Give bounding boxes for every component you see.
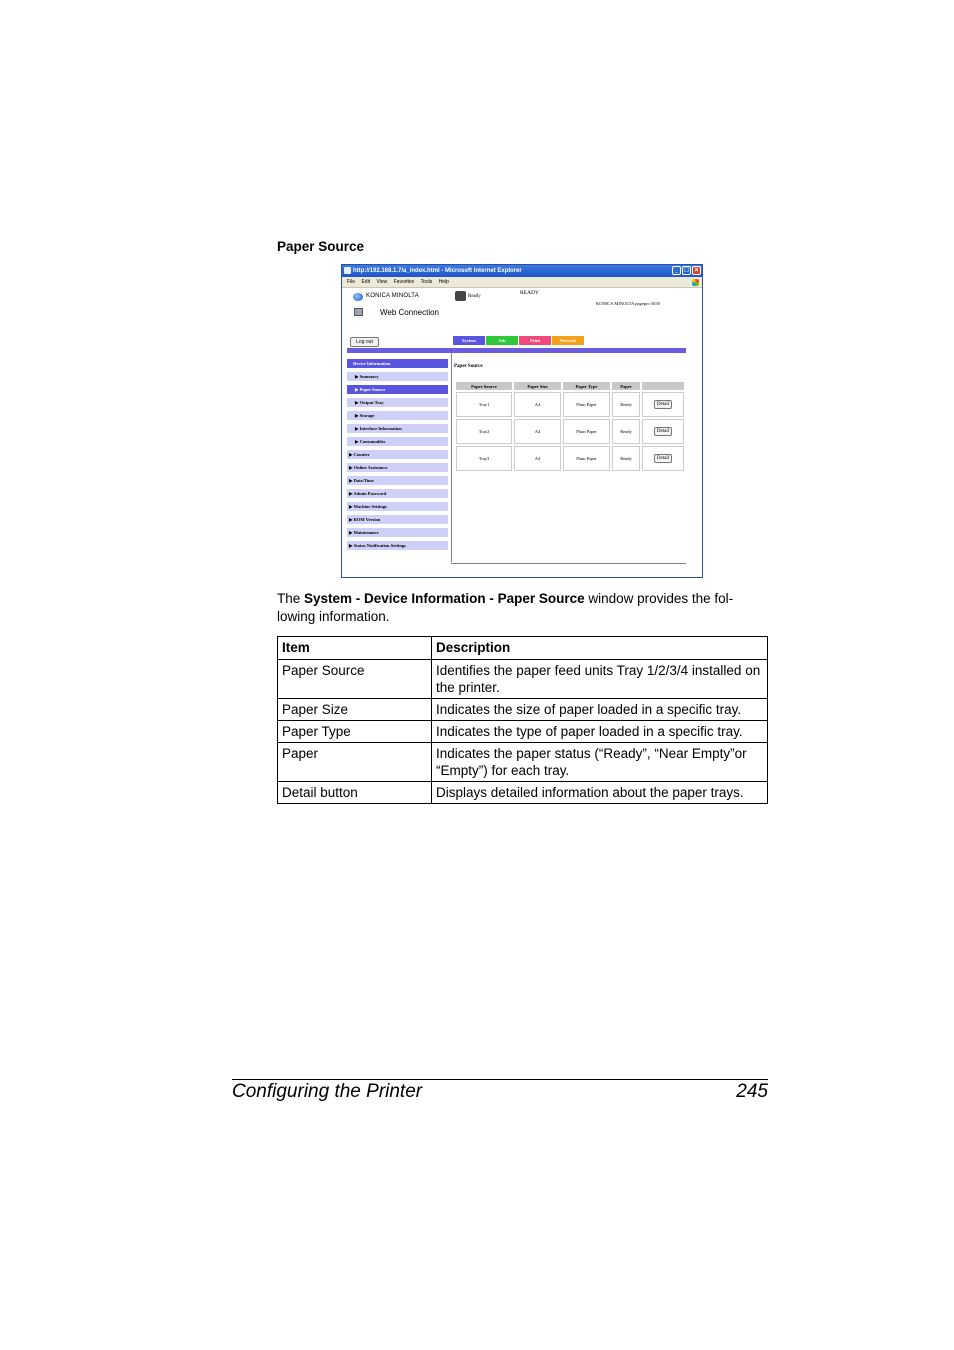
konica-minolta-logo-icon bbox=[353, 293, 363, 301]
column-header bbox=[642, 382, 684, 390]
table-row bbox=[456, 392, 684, 417]
sidebar-item[interactable]: ▶ ROM Version bbox=[347, 515, 448, 524]
table-row bbox=[278, 782, 768, 804]
intro-prefix: The bbox=[277, 591, 305, 606]
table-cell bbox=[642, 392, 684, 417]
table-row bbox=[278, 699, 768, 721]
table-cell: Tray3 bbox=[456, 446, 512, 471]
sidebar-item[interactable]: ▶ Online Assistance bbox=[347, 463, 448, 472]
table-cell bbox=[642, 419, 684, 444]
description-cell: Indicates the paper status (“Ready”, “Near Empty”or “Empty”) for each tray. bbox=[432, 743, 768, 782]
footer-rule bbox=[232, 1079, 768, 1080]
table-row bbox=[278, 743, 768, 782]
ie-icon bbox=[344, 267, 351, 274]
table-cell: Ready bbox=[612, 392, 640, 417]
close-icon[interactable]: × bbox=[692, 266, 701, 275]
item-cell: Paper Type bbox=[278, 721, 432, 743]
browser-screenshot bbox=[341, 264, 703, 578]
brand-name: KONICA MINOLTA bbox=[366, 293, 419, 299]
footer-title: Configuring the Printer bbox=[232, 1081, 423, 1102]
sidebar-item[interactable]: ▶ Consumables bbox=[347, 437, 448, 446]
item-cell: Paper Size bbox=[278, 699, 432, 721]
table-cell: A4 bbox=[514, 419, 561, 444]
table-cell: Tray2 bbox=[456, 419, 512, 444]
minimize-icon[interactable]: _ bbox=[672, 266, 681, 275]
table-cell: Tray1 bbox=[456, 392, 512, 417]
browser-title: http://192.168.1.7/a_index.html - Microsoft Internet Explorer bbox=[353, 268, 522, 274]
sidebar-item[interactable]: ▶ Status Notification Settings bbox=[347, 541, 448, 550]
web-connection-title: Web Connection bbox=[380, 308, 439, 317]
description-cell: Indicates the type of paper loaded in a specific tray. bbox=[432, 721, 768, 743]
detail-button[interactable]: Detail bbox=[654, 400, 672, 409]
column-header: Paper Type bbox=[563, 382, 610, 390]
table-row bbox=[278, 660, 768, 699]
tab-print[interactable]: Print bbox=[519, 336, 551, 345]
sidebar-item[interactable]: ▶ Admin Password bbox=[347, 489, 448, 498]
column-header: Paper bbox=[612, 382, 640, 390]
menu-edit[interactable]: Edit bbox=[361, 279, 371, 285]
tab-network[interactable]: Network bbox=[552, 336, 584, 345]
menu-help[interactable]: Help bbox=[438, 279, 449, 285]
sidebar-item[interactable]: ▶ Interface Information bbox=[347, 424, 448, 433]
column-header: Paper Size bbox=[514, 382, 561, 390]
sidebar-item[interactable]: ▶ Counter bbox=[347, 450, 448, 459]
column-header-description: Description bbox=[432, 637, 768, 660]
web-page bbox=[342, 288, 702, 578]
menu-file[interactable]: File bbox=[347, 279, 356, 285]
content-title: Paper Source bbox=[454, 364, 483, 369]
tab-system[interactable]: System bbox=[453, 336, 485, 345]
table-row bbox=[456, 446, 684, 471]
table-cell: Plain Paper bbox=[563, 419, 610, 444]
printer-icon bbox=[455, 291, 466, 301]
sidebar-item[interactable]: Device Information bbox=[347, 359, 448, 368]
sidebar-item[interactable]: ▶ Summary bbox=[347, 372, 448, 381]
item-cell: Detail button bbox=[278, 782, 432, 804]
column-header-item: Item bbox=[278, 637, 432, 660]
header-band bbox=[347, 348, 686, 353]
logout-button[interactable]: Log out bbox=[350, 337, 379, 347]
table-cell: Plain Paper bbox=[563, 446, 610, 471]
menu-favorites[interactable]: Favorites bbox=[393, 279, 415, 285]
sidebar-nav bbox=[347, 359, 448, 554]
description-cell: Displays detailed information about the paper trays. bbox=[432, 782, 768, 804]
tab-job[interactable]: Job bbox=[486, 336, 518, 345]
windows-logo-icon bbox=[692, 279, 699, 286]
maximize-icon[interactable]: □ bbox=[682, 266, 691, 275]
pagescope-icon bbox=[354, 308, 363, 316]
table-row bbox=[278, 721, 768, 743]
printer-model: KONICA MINOLTA pagepro 5650 bbox=[596, 301, 660, 306]
sidebar-item[interactable]: ▶ Machine Settings bbox=[347, 502, 448, 511]
table-cell: A4 bbox=[514, 446, 561, 471]
table-cell: A4 bbox=[514, 392, 561, 417]
browser-menubar bbox=[342, 277, 702, 288]
item-cell: Paper Source bbox=[278, 660, 432, 699]
description-table bbox=[277, 636, 768, 804]
divider bbox=[451, 563, 686, 564]
sidebar-item[interactable]: ▶ Output Tray bbox=[347, 398, 448, 407]
column-header: Paper Source bbox=[456, 382, 512, 390]
detail-button[interactable]: Detail bbox=[654, 454, 672, 463]
divider bbox=[451, 352, 452, 562]
page-number: 245 bbox=[736, 1081, 768, 1102]
detail-button[interactable]: Detail bbox=[654, 427, 672, 436]
sidebar-item[interactable]: ▶ Date/Time bbox=[347, 476, 448, 485]
table-cell: Ready bbox=[612, 446, 640, 471]
description-cell: Indicates the size of paper loaded in a specific tray. bbox=[432, 699, 768, 721]
sidebar-item[interactable]: ▶ Storage bbox=[347, 411, 448, 420]
menu-view[interactable]: View bbox=[376, 279, 388, 285]
intro-window-path: System - Device Information - Paper Source bbox=[304, 591, 585, 606]
table-cell bbox=[642, 446, 684, 471]
sidebar-item[interactable]: ▶ Maintenance bbox=[347, 528, 448, 537]
table-cell: Plain Paper bbox=[563, 392, 610, 417]
item-cell: Paper bbox=[278, 743, 432, 782]
intro-suffix: window provides the fol-lowing information. bbox=[277, 591, 734, 624]
description-cell: Identifies the paper feed units Tray 1/2/3/4 installed on the printer. bbox=[432, 660, 768, 699]
paper-source-table bbox=[454, 380, 686, 473]
printer-status: Ready bbox=[468, 294, 481, 299]
status-banner: READY bbox=[520, 290, 539, 296]
menu-tools[interactable]: Tools bbox=[420, 279, 433, 285]
table-row bbox=[456, 419, 684, 444]
section-title: Paper Source bbox=[277, 239, 365, 254]
table-cell: Ready bbox=[612, 419, 640, 444]
browser-titlebar bbox=[342, 265, 702, 277]
sidebar-item[interactable]: ▶ Paper Source bbox=[347, 385, 448, 394]
intro-paragraph bbox=[277, 590, 769, 626]
